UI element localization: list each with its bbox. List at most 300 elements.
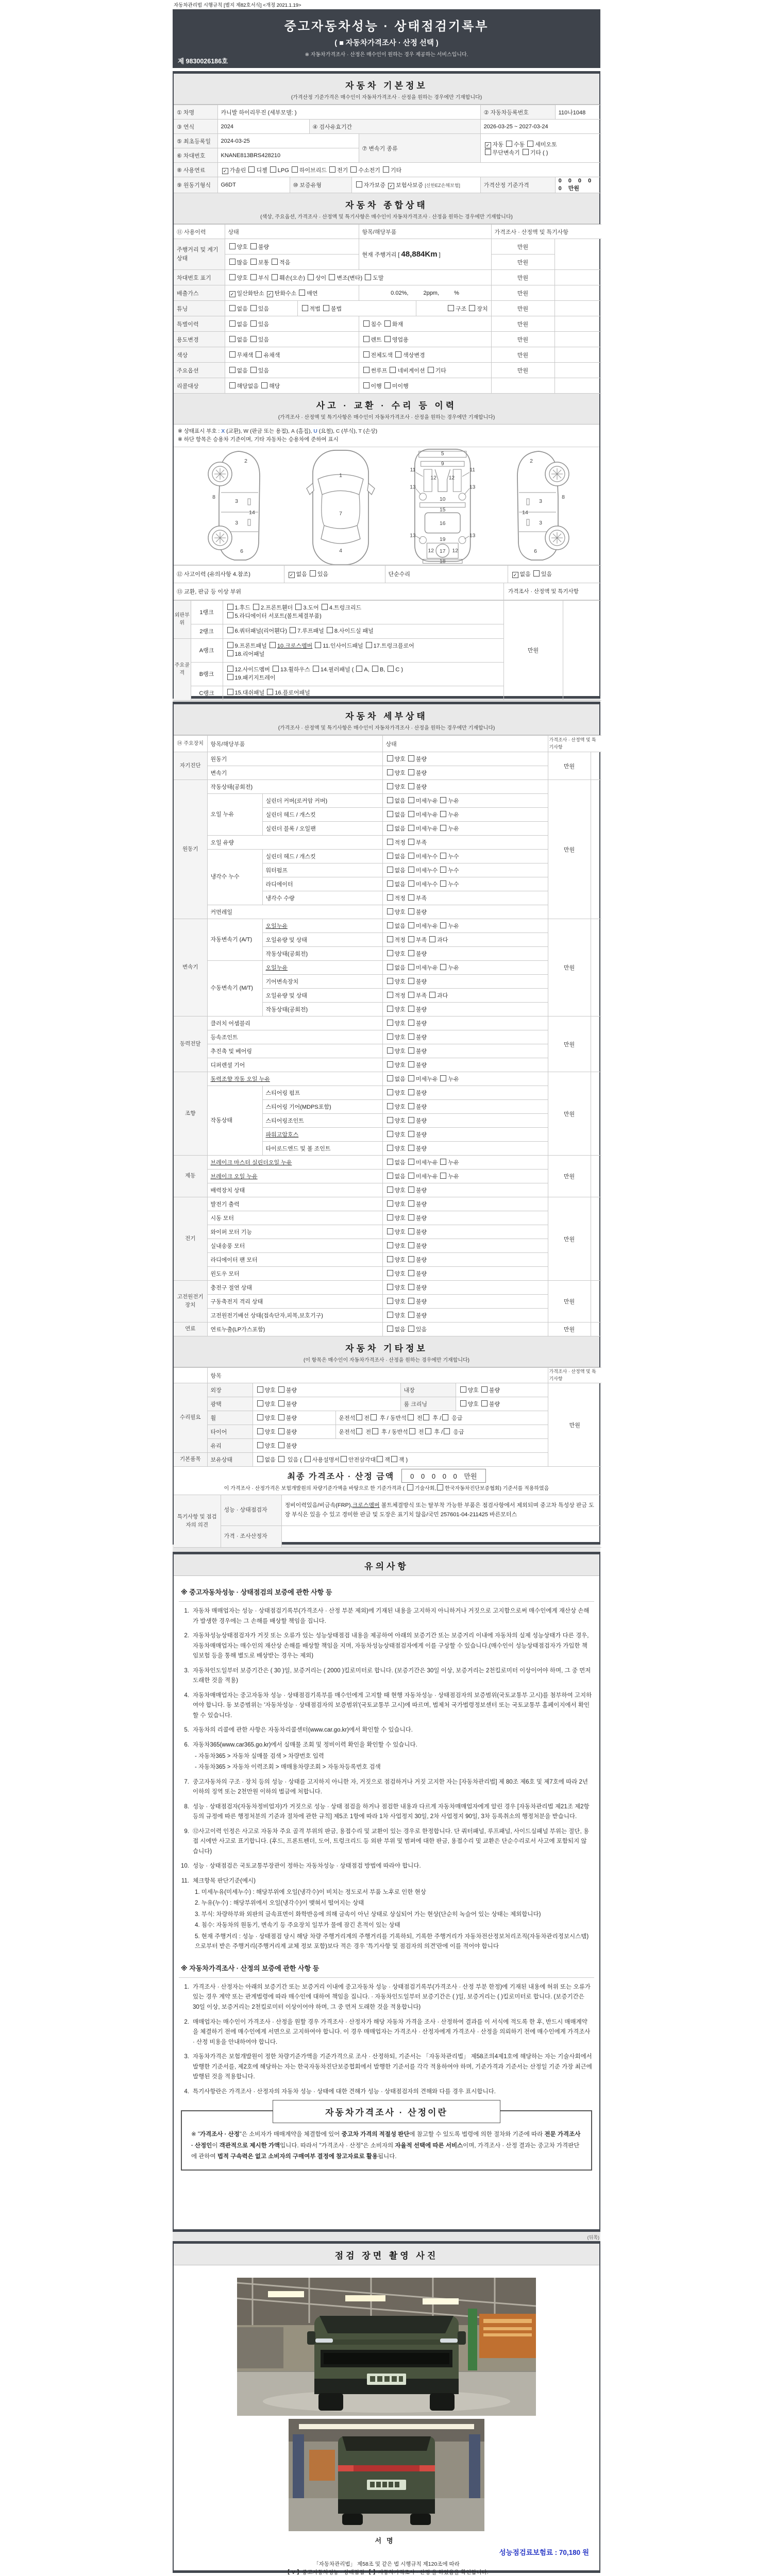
checkbox[interactable] (257, 1414, 263, 1420)
checkbox[interactable] (227, 666, 233, 672)
photo-band (174, 2244, 599, 2265)
checkbox[interactable] (408, 1173, 414, 1179)
checkbox[interactable] (408, 1298, 414, 1304)
final-price-value: 0 0 0 0 0 만원 (401, 1469, 485, 1483)
checkbox[interactable] (387, 1256, 393, 1262)
checkbox-checked[interactable]: ✓ (229, 291, 236, 297)
checkbox[interactable] (388, 666, 394, 672)
table-cell: 가격조사 · 산정액 및 특기사항 (548, 736, 601, 752)
checkbox[interactable] (387, 964, 393, 970)
checkbox[interactable] (270, 166, 276, 173)
checkbox[interactable] (278, 1456, 284, 1462)
svg-text:12: 12 (452, 548, 458, 554)
table-cell: 0.02%, 2ppm, % (359, 285, 491, 301)
checkbox[interactable] (408, 797, 414, 803)
checkbox[interactable] (329, 166, 335, 173)
photo-box (173, 2241, 600, 2573)
svg-text:2: 2 (530, 457, 533, 464)
checkbox[interactable] (448, 305, 454, 311)
checkbox[interactable] (229, 367, 236, 373)
svg-text:8: 8 (212, 494, 215, 500)
checkbox[interactable] (408, 1312, 414, 1318)
checkbox[interactable] (444, 1428, 450, 1434)
table-cell: 양호 불량 (382, 1197, 548, 1211)
checkbox[interactable] (387, 825, 393, 831)
checkbox[interactable] (442, 1414, 448, 1420)
checkbox[interactable] (278, 1386, 284, 1393)
checkbox[interactable] (408, 1145, 414, 1151)
checkbox[interactable] (408, 978, 414, 984)
checkbox[interactable] (408, 1089, 414, 1095)
checkbox[interactable] (437, 1484, 443, 1490)
inspector-opinion-table (174, 1495, 599, 1548)
checkbox[interactable] (408, 1414, 414, 1420)
checkbox[interactable] (408, 880, 414, 887)
table-cell: 윈도우 모터 (207, 1267, 382, 1281)
checkbox[interactable] (387, 1284, 393, 1290)
checkbox[interactable] (440, 825, 446, 831)
table-cell: 만원 (503, 600, 563, 700)
checkbox[interactable] (387, 867, 393, 873)
checkbox[interactable] (227, 604, 233, 610)
checkbox[interactable] (366, 642, 372, 648)
table-cell: 커먼레일 (207, 905, 382, 919)
checkbox[interactable] (387, 1075, 393, 1081)
checkbox[interactable] (290, 627, 296, 633)
svg-text:5: 5 (441, 451, 444, 457)
table-cell: 만원 (491, 332, 554, 347)
checkbox[interactable] (387, 1173, 393, 1179)
price-definition-text: ※ "가격조사 · 산정"은 소비자가 매매계약을 체결함에 있어 중고차 가격의 적절성 판단에 참고할 수 있도록 법령에 의한 절차와 기준에 따라 전문 가격조사 · 산정인이 객관적으로 제시한 가액입니다. 따라서 "가격조사 · 산정"은 소비자의 자율적 선택에 따른 서비스이며, 가격조사 · 산정 결과는 중고차 가격판단에 관하여 법적 구속력은 없고 소비자의 구매여부 결정에 참고자료로 활용됩니다. (191, 2131, 581, 2160)
checkbox[interactable] (372, 1428, 378, 1434)
checkbox[interactable] (363, 367, 369, 373)
checkbox[interactable] (440, 853, 446, 859)
table-cell: 실린더 블록 / 오일팬 (262, 822, 382, 836)
checkbox[interactable] (387, 1242, 393, 1248)
checkbox[interactable] (253, 604, 259, 610)
table-cell (174, 1368, 207, 1383)
checkbox[interactable] (308, 274, 314, 280)
table-cell: 양호 불량 (253, 1425, 335, 1439)
checkbox[interactable] (408, 964, 414, 970)
checkbox[interactable] (440, 1173, 446, 1179)
checkbox[interactable] (384, 320, 391, 327)
notice-item-text: 자동차성능상태점검자가 거짓 또는 오류가 있는 성능상태점검 내용을 제공하여 아래의 보증기간 또는 보증거리 이내에 자동차의 실제 성능상태가 다른 경우, 자동차매매업자는 매수인의 재산상 손해를 배상할 책임을 지며, 자동차성능상태점검자에게 이를 구상할 수 있습니다.(매수인이 성능상태점검자가 가입한 책임보험 등을 통해 별도로 배상받는 경우는 제외) (193, 1633, 589, 1659)
checkbox[interactable] (408, 1103, 414, 1109)
checkbox[interactable] (408, 908, 414, 914)
checkbox[interactable] (409, 1428, 415, 1434)
field-label: 용도변경 (174, 332, 225, 347)
table-cell: ✓ 없음 있음 (284, 565, 385, 583)
checkbox[interactable] (299, 290, 305, 296)
checkbox[interactable] (440, 1075, 446, 1081)
table-cell: 양호 불량 (225, 239, 359, 255)
checkbox[interactable] (390, 367, 396, 373)
checkbox[interactable] (407, 1484, 413, 1490)
field-label: ③ 연식 (174, 120, 217, 134)
checkbox[interactable] (408, 1061, 414, 1067)
checkbox[interactable] (408, 1117, 414, 1123)
table-cell: 시동 모터 (207, 1211, 382, 1225)
checkbox[interactable] (310, 570, 316, 577)
checkbox[interactable] (387, 1214, 393, 1221)
table-cell: 추진축 및 베어링 (207, 1044, 382, 1058)
checkbox-checked[interactable]: ✓ (388, 183, 394, 189)
notice-item-number: 4. (184, 1692, 189, 1699)
table-cell: 단순수리 (385, 565, 508, 583)
checkbox[interactable] (250, 305, 257, 311)
checkbox[interactable] (387, 853, 393, 859)
checkbox[interactable] (387, 908, 393, 914)
checkbox[interactable] (408, 1131, 414, 1137)
checkbox[interactable] (408, 1242, 414, 1248)
field-label: ② 자동차등록번호 (480, 105, 555, 120)
checkbox[interactable] (387, 1131, 393, 1137)
checkbox[interactable] (383, 166, 389, 173)
checkbox-checked[interactable]: ✓ (289, 572, 295, 578)
checkbox[interactable] (408, 1047, 414, 1054)
checkbox[interactable] (323, 305, 329, 311)
checkbox[interactable] (408, 1270, 414, 1276)
checkbox[interactable] (371, 1414, 377, 1420)
checkbox[interactable] (440, 811, 446, 817)
symbol-letter: A (291, 428, 295, 434)
svg-text:6: 6 (534, 548, 537, 554)
checkbox[interactable] (440, 867, 446, 873)
checkbox[interactable] (408, 1326, 414, 1332)
checkbox[interactable] (256, 351, 262, 358)
car-damage-diagrams (174, 447, 599, 565)
checkbox[interactable] (425, 1428, 431, 1434)
checkbox[interactable] (387, 978, 393, 984)
checkbox[interactable] (440, 922, 446, 928)
svg-text:11: 11 (469, 467, 475, 473)
notice-item-text: 특기사항란은 가격조사 · 산정자의 자동차 성능 · 상태에 대한 견해가 성능 · 상태점검자의 견해와 다를 경우 표시합니다. (193, 2088, 496, 2095)
field-label: ⑫ 사고이력 (유의사항 4.참조) (174, 565, 284, 583)
checkbox[interactable] (428, 367, 434, 373)
checkbox[interactable] (395, 351, 401, 358)
notice-item-number: 9. (184, 1828, 189, 1835)
signature-label: 서명 (375, 2537, 398, 2545)
checkbox[interactable] (387, 811, 393, 817)
table-cell: 실린더 헤드 / 개스킷 (262, 808, 382, 822)
checkbox[interactable] (387, 950, 393, 956)
checkbox[interactable] (429, 936, 435, 942)
table-cell: 수동변속기 (M/T) (207, 961, 262, 1016)
field-label: ④ 검사유효기간 (309, 120, 480, 134)
checkbox[interactable] (408, 825, 414, 831)
checkbox[interactable] (387, 1061, 393, 1067)
checkbox-checked[interactable]: ✓ (485, 142, 491, 148)
checkbox-checked[interactable]: ✓ (512, 572, 518, 578)
checkbox[interactable] (257, 1386, 263, 1393)
checkbox[interactable] (423, 1414, 429, 1420)
checkbox[interactable] (387, 992, 393, 998)
checkbox[interactable] (227, 612, 233, 618)
checkbox[interactable] (387, 1200, 393, 1207)
etc-subtitle: (이 항목은 매수인이 자동차가격조사 · 산정을 원하는 경우에만 기재합니다) (303, 1358, 470, 1363)
table-cell: 만원 (548, 1016, 591, 1072)
table-cell: 2024 (217, 120, 309, 134)
checkbox[interactable] (278, 1442, 284, 1448)
checkbox[interactable] (440, 797, 446, 803)
table-cell: 양호 불량 (382, 1086, 548, 1100)
checkbox[interactable] (391, 1456, 397, 1462)
svg-text:18: 18 (440, 558, 446, 564)
field-label: 외판부위 (174, 600, 191, 638)
checkbox[interactable] (408, 1228, 414, 1234)
checkbox[interactable] (408, 1200, 414, 1207)
checkbox[interactable] (485, 149, 491, 155)
checkbox[interactable] (313, 666, 319, 672)
table-cell: 양호 불량 (382, 1239, 548, 1253)
checkbox[interactable] (533, 570, 540, 577)
checkbox[interactable] (440, 964, 446, 970)
checkbox[interactable] (229, 259, 236, 265)
table-cell: 만원 (491, 347, 554, 363)
checkbox[interactable] (350, 166, 357, 173)
checkbox[interactable] (408, 1075, 414, 1081)
checkbox[interactable] (506, 141, 512, 147)
checkbox[interactable] (384, 336, 391, 342)
checkbox-checked[interactable]: ✓ (267, 291, 273, 297)
field-label: 색상 (174, 347, 225, 363)
report-title: 중고자동차성능 · 상태점검기록부 (284, 20, 489, 33)
checkbox[interactable] (363, 336, 369, 342)
checkbox[interactable] (315, 642, 321, 648)
table-cell: 운전석 전 후 / 동반석 전 후 / 응급 (335, 1411, 548, 1425)
table-cell: 브레이크 오일 누유 (207, 1170, 382, 1183)
checkbox[interactable] (408, 1256, 414, 1262)
checkbox[interactable] (272, 274, 278, 280)
checkbox[interactable] (481, 1386, 488, 1393)
checkbox[interactable] (278, 1428, 284, 1434)
checkbox[interactable] (229, 305, 236, 311)
table-cell: ✓ 없음 있음 (508, 565, 601, 583)
checkbox[interactable] (408, 853, 414, 859)
checkbox[interactable] (302, 305, 308, 311)
checkbox[interactable] (365, 274, 371, 280)
checkbox[interactable] (523, 149, 529, 155)
checkbox[interactable] (273, 666, 279, 672)
checkbox[interactable] (257, 1428, 263, 1434)
checkbox[interactable] (363, 382, 369, 388)
table-cell: 가격조사 · 산정액 및 특기사항 (491, 225, 601, 239)
checkbox[interactable] (250, 320, 257, 327)
checkbox[interactable] (229, 336, 236, 342)
checkbox[interactable] (408, 839, 414, 845)
checkbox[interactable] (270, 642, 276, 648)
notice-item-text: 중고자동차의 구조 · 장치 등의 성능 · 상태를 고지하지 아니한 자, 거짓으로 점검하거나 거짓 고지한 자는 [자동차관리법] 제 80조 제6호 및 제7호에 따라 2년 이하의 징역 또는 2천만원 이하의 벌금에 처합니다. (193, 1778, 589, 1795)
checkbox[interactable] (229, 351, 236, 358)
notice-item-number: 8. (184, 1803, 189, 1810)
checkbox[interactable] (469, 305, 475, 311)
checkbox[interactable] (384, 382, 391, 388)
checkbox[interactable] (356, 181, 362, 188)
opinion-grid (174, 1495, 601, 1548)
checkbox[interactable] (356, 666, 362, 672)
checkbox[interactable] (227, 642, 233, 648)
checkbox[interactable] (460, 1400, 466, 1406)
checkbox[interactable] (408, 769, 414, 775)
accident-note-2: ※ 하단 항목은 승용차 기준이며, 기타 자동차는 승용차에 준하여 표시 (178, 436, 339, 443)
checkbox[interactable] (387, 769, 393, 775)
checkbox[interactable] (387, 1047, 393, 1054)
checkbox[interactable] (327, 627, 333, 633)
checkbox[interactable] (460, 1386, 466, 1393)
table-cell: 적정 부족 과다 (382, 933, 548, 947)
checkbox[interactable] (305, 1456, 311, 1462)
checkbox[interactable] (295, 604, 301, 610)
table-cell: 적정 부족 (382, 891, 548, 905)
checkbox[interactable] (322, 604, 328, 610)
notice-item-number: 1. (184, 1984, 189, 1990)
checkbox[interactable] (363, 351, 369, 358)
checkbox[interactable] (250, 243, 257, 249)
checkbox[interactable] (429, 992, 435, 998)
checkbox[interactable] (387, 797, 393, 803)
checkbox[interactable] (229, 274, 236, 280)
table-cell (554, 285, 601, 301)
checkbox[interactable] (227, 627, 233, 633)
table-cell: 스티어링조인트 (262, 1114, 382, 1128)
table-cell: 없음 있음 (225, 332, 359, 347)
checkbox[interactable] (408, 992, 414, 998)
checkbox[interactable] (387, 1159, 393, 1165)
checkbox[interactable] (408, 1033, 414, 1040)
checkbox[interactable] (250, 274, 257, 280)
checkbox[interactable] (387, 1187, 393, 1193)
checkbox[interactable] (250, 336, 257, 342)
table-cell: ✓ 일산화탄소 ✓ 탄화수소 매연 (225, 285, 359, 301)
checkbox[interactable] (257, 1442, 263, 1448)
checkbox[interactable] (229, 382, 236, 388)
checkbox[interactable] (481, 1400, 488, 1406)
checkbox[interactable] (227, 650, 233, 656)
field-label: 주행거리 및 계기상태 (174, 239, 225, 270)
checkbox[interactable] (387, 1270, 393, 1276)
checkbox[interactable] (408, 1006, 414, 1012)
checkbox[interactable] (250, 367, 257, 373)
checkbox[interactable] (278, 1400, 284, 1406)
notice-item (181, 1666, 592, 1686)
checkbox[interactable] (440, 880, 446, 887)
checkbox[interactable] (387, 1006, 393, 1012)
svg-text:12: 12 (448, 475, 455, 481)
table-cell: 브레이크 마스터 실린더오일 누유 (207, 1156, 382, 1170)
checkbox[interactable] (387, 1103, 393, 1109)
table-cell: 운전석 전 후 / 동반석 전 후 / 응급 (335, 1425, 548, 1439)
table-cell: 양호 불량 (253, 1397, 400, 1411)
checkbox[interactable] (387, 783, 393, 789)
checkbox[interactable] (387, 1117, 393, 1123)
field-label: ⑧ 사용연료 (174, 163, 217, 177)
checkbox[interactable] (227, 689, 233, 695)
confirmation-line-1: 「자동차관리법」 제58조 및 같은 법 시행규칙 제120조에 따라 (313, 2561, 460, 2567)
checkbox[interactable] (408, 936, 414, 942)
checkbox[interactable] (278, 1414, 284, 1420)
checkbox[interactable] (408, 950, 414, 956)
checkbox[interactable] (229, 243, 236, 249)
field-label: 자기진단 (174, 752, 207, 780)
checkbox[interactable] (329, 274, 335, 280)
table-cell: 렌트 영업용 (359, 332, 491, 347)
checkbox[interactable] (377, 1456, 383, 1462)
checkbox[interactable] (387, 755, 393, 761)
checkbox[interactable] (387, 936, 393, 942)
checkbox[interactable] (387, 1298, 393, 1304)
table-cell: 와이퍼 모터 기능 (207, 1225, 382, 1239)
checkbox[interactable] (408, 755, 414, 761)
checkbox[interactable] (387, 1312, 393, 1318)
table-cell: 침수 화재 (359, 316, 491, 332)
checkbox[interactable] (408, 1020, 414, 1026)
checkbox[interactable] (341, 1456, 347, 1462)
checkbox[interactable] (257, 1456, 263, 1462)
checkbox[interactable] (408, 1159, 414, 1165)
checkbox[interactable] (250, 259, 257, 265)
checkbox[interactable] (387, 839, 393, 845)
field-label: 연료 (174, 1323, 207, 1336)
etc-info-table (174, 1367, 599, 1467)
table-cell: 양호 불량 (382, 1128, 548, 1142)
checkbox[interactable] (387, 922, 393, 928)
checkbox[interactable] (257, 1400, 263, 1406)
checkbox[interactable] (527, 141, 533, 147)
table-cell: 실내송풍 모터 (207, 1239, 382, 1253)
checkbox[interactable] (387, 894, 393, 901)
table-cell: 워터펌프 (262, 863, 382, 877)
checkbox[interactable] (292, 166, 298, 173)
checkbox[interactable] (248, 166, 255, 173)
checkbox[interactable] (387, 1326, 393, 1332)
checkbox[interactable] (387, 1020, 393, 1026)
checkbox-checked[interactable]: ✓ (222, 168, 228, 174)
table-cell: 양호 불량 (382, 1100, 548, 1114)
checkbox[interactable] (387, 880, 393, 887)
checkbox[interactable] (363, 320, 369, 327)
checkbox[interactable] (387, 1089, 393, 1095)
checkbox[interactable] (356, 1428, 362, 1434)
checkbox[interactable] (408, 1187, 414, 1193)
checkbox[interactable] (408, 811, 414, 817)
checkbox[interactable] (372, 666, 378, 672)
checkbox[interactable] (408, 922, 414, 928)
checkbox[interactable] (229, 320, 236, 327)
accident-subtitle: (가격조사 · 산정액 및 특기사항은 매수인이 자동차가격조사 · 산정을 원하는 경우에만 기재합니다) (278, 415, 495, 420)
checkbox[interactable] (272, 259, 278, 265)
checkbox[interactable] (408, 867, 414, 873)
checkbox[interactable] (261, 382, 267, 388)
notice-item-text: 자동차매매업자는 중고자동차 성능 · 상태점검기록부를 매수인에게 고지할 때 현행 자동차성능 · 상태점검자의 보증범위(국토교통부 고시)를 첨부하여 고지하여야 합니다. 동 보증범위는 '자동차성능 · 상태점검자의 보증범위'(국토교통부 고시)에 따르며, 법제처 국가법령정보센터 또는 국토교통부 홈페이지에서 확인할 수 있습니다. (193, 1692, 592, 1719)
table-cell: 없음 미세누유 누유 (382, 1170, 548, 1183)
checkbox[interactable] (356, 1414, 362, 1420)
checkbox[interactable] (267, 689, 273, 695)
checkbox[interactable] (227, 674, 233, 680)
checkbox[interactable] (440, 1159, 446, 1165)
checkbox[interactable] (408, 1214, 414, 1221)
checkbox[interactable] (408, 894, 414, 901)
checkbox[interactable] (387, 1228, 393, 1234)
checkbox[interactable] (387, 1033, 393, 1040)
table-cell: B랭크 (191, 662, 223, 686)
checkbox[interactable] (408, 783, 414, 789)
notice-box (173, 1552, 600, 2232)
table-cell: 만원 (491, 285, 554, 301)
checkbox[interactable] (408, 1284, 414, 1290)
checkbox[interactable] (387, 1145, 393, 1151)
inspection-photo-front (237, 2278, 536, 2416)
